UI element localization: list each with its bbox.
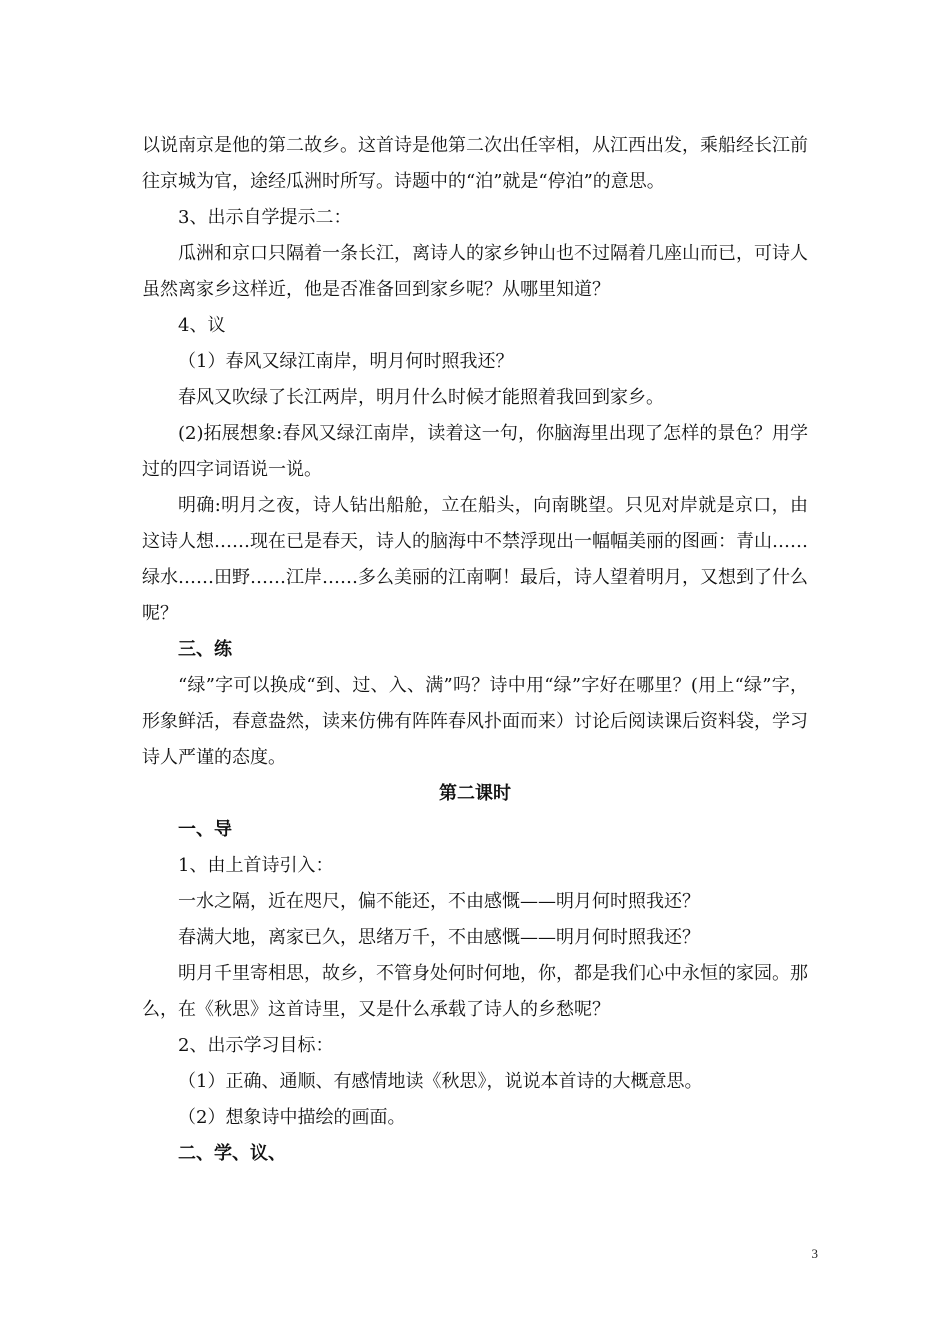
page-number: 3 [811,1246,818,1261]
paragraph: 一水之隔，近在咫尺，偏不能还，不由感慨——明月何时照我还？ [178,891,700,912]
paragraph: 2、出示学习目标： [178,1035,334,1056]
paragraph: 明月千里寄相思，故乡，不管身处何时何地，你，都是我们心中永恒的家园。那么，在《秋思》这首诗里，又是什么承载了诗人的乡愁呢？ [142,963,808,1020]
paragraph: 以说南京是他的第二故乡。这首诗是他第二次出任宰相，从江西出发，乘船经长江前往京城为官，途经瓜洲时所写。诗题中的“泊”就是“停泊”的意思。 [142,135,808,192]
lesson-heading: 第二课时 [439,783,511,804]
paragraph: （1）春风又绿江南岸，明月何时照我还？ [178,351,514,372]
page-body [142,128,808,1172]
paragraph: （2）想象诗中描绘的画面。 [178,1107,406,1128]
paragraph: 瓜洲和京口只隔着一条长江，离诗人的家乡钟山也不过隔着几座山而已，可诗人虽然离家乡这样近，他是否准备回到家乡呢？从哪里知道？ [142,243,808,300]
paragraph: 春满大地，离家已久，思绪万千，不由感慨——明月何时照我还？ [178,927,700,948]
paragraph: 明确:明月之夜，诗人钻出船舱，立在船头，向南眺望。只见对岸就是京口，由这诗人想……现在已是春天，诗人的脑海中不禁浮现出一幅幅美丽的图画：青山……绿水……田野……江岸……多么美丽的江南啊！最后，诗人望着明月，又想到了什么呢？ [142,495,808,624]
paragraph: （1）正确、通顺、有感情地读《秋思》，说说本首诗的大概意思。 [178,1071,703,1092]
paragraph: 春风又吹绿了长江两岸，明月什么时候才能照着我回到家乡。 [178,387,664,408]
section-heading: 三、练 [178,639,232,660]
paragraph: 1、由上首诗引入： [178,855,334,876]
section-heading: 一、导 [178,819,232,840]
section-heading: 二、学、议、 [178,1143,286,1164]
paragraph: 3、出示自学提示二： [178,207,352,228]
paragraph: “绿”字可以换成“到、过、入、满”吗？诗中用“绿”字好在哪里？(用上“绿”字，形象鲜活，春意盎然，读来仿佛有阵阵春风扑面而来）讨论后阅读课后资料袋，学习诗人严谨的态度。 [142,675,808,768]
paragraph: (2)拓展想象:春风又绿江南岸，读着这一句，你脑海里出现了怎样的景色？用学过的四字词语说一说。 [142,423,808,480]
paragraph: 4、议 [178,315,226,336]
